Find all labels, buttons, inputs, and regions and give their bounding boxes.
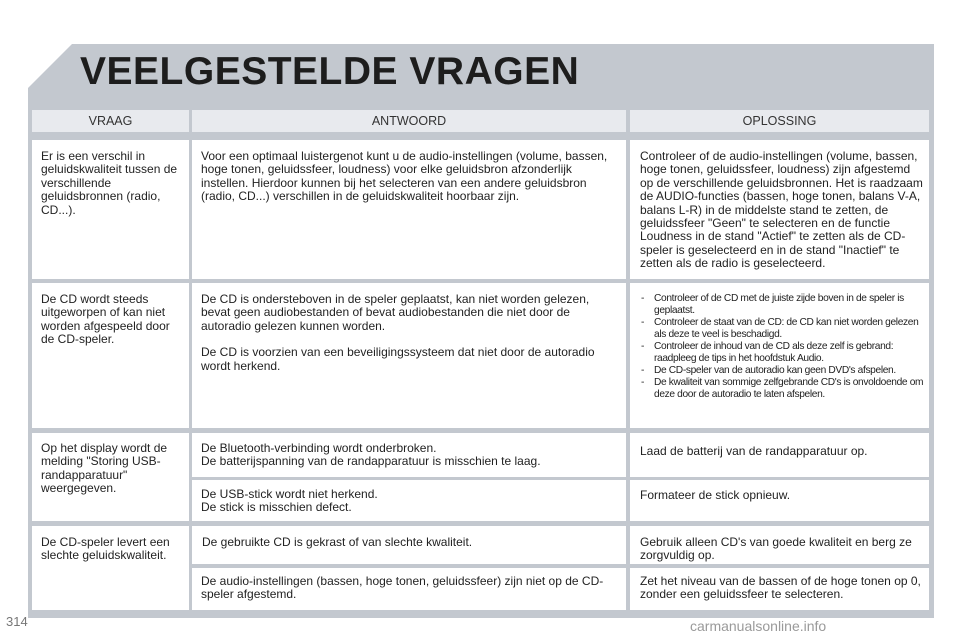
row4-answer-a-cell — [192, 526, 626, 564]
row1-solution-cell — [630, 140, 929, 279]
row2-answer — [201, 293, 615, 373]
header-answer: ANTWOORD — [192, 110, 626, 132]
row4-answer-b: De audio-instellingen (bassen, hoge tonen, geluidssfeer) zijn niet op de CD-speler afgestemd. — [201, 574, 604, 602]
row2-question: De CD wordt steeds uitgeworpen of kan niet worden afgespeeld door de CD-speler. — [41, 292, 170, 347]
row3-question-cell — [32, 433, 189, 521]
row2-solution-item: - De kwaliteit van sommige zelfgebrande CD's is onvoldoende om deze door de autoradio te laten afspelen. — [640, 377, 924, 401]
row2-solution-list — [640, 293, 924, 401]
row4-answer-a: De gebruikte CD is gekrast of van slechte kwaliteit. — [202, 535, 473, 549]
row3-answer-a-line-2: De batterijspanning van de randapparatuur is misschien te laag. — [201, 454, 541, 469]
row4-answer-b-cell — [192, 568, 626, 610]
row2-question-cell — [32, 283, 189, 428]
row2-answer-paragraph-2: De CD is voorzien van een beveiligingssysteem dat niet door de autoradio wordt herkend. — [201, 345, 595, 373]
row1-answer-cell — [192, 140, 626, 279]
row2-solution-item: - Controleer de inhoud van de CD als deze zelf is gebrand: raadpleeg de tips in het hoofdstuk Audio. — [640, 341, 924, 365]
header-question: VRAAG — [32, 110, 189, 132]
row1-question-cell — [32, 140, 189, 279]
row4-solution-a-cell — [630, 526, 929, 564]
row2-solution-item: - Controleer of de CD met de juiste zijde boven in de speler is geplaatst. — [640, 293, 924, 317]
row4-solution-b-cell — [630, 568, 929, 610]
row3-solution-a: Laad de batterij van de randapparatuur op. — [640, 444, 868, 458]
row2-solution-item: - Controleer de staat van de CD: de CD kan niet worden gelezen als deze te veel is beschadigd. — [640, 317, 924, 341]
row3-solution-b-cell — [630, 480, 929, 521]
row3-answer-a-cell — [192, 433, 626, 477]
row2-solution-item: - De CD-speler van de autoradio kan geen DVD's afspelen. — [640, 365, 924, 377]
row3-question: Op het display wordt de melding "Storing USB-randapparatuur" weergegeven. — [41, 441, 168, 496]
row2-solution-cell — [630, 283, 929, 428]
row4-solution-a: Gebruik alleen CD's van goede kwaliteit en berg ze zorgvuldig op. — [640, 535, 912, 563]
row1-answer: Voor een optimaal luistergenot kunt u de audio-instellingen (volume, bassen, hoge tonen, geluidssfeer, loudness) voor elke geluidsbron afzonderlijk instellen. Hierdoor kunnen bij het selecteren van een andere geluidsbron (radio, CD...) verschillen in de geluidskwaliteit hoorbaar zijn. — [201, 149, 608, 204]
row3-answer-a-line-1: De Bluetooth-verbinding wordt onderbroken. — [201, 441, 437, 455]
row3-solution-b: Formateer de stick opnieuw. — [640, 488, 791, 502]
row3-solution-a-cell — [630, 433, 929, 477]
row3-answer-b-line-1: De USB-stick wordt niet herkend. — [201, 487, 378, 501]
row3-answer-a — [201, 442, 615, 469]
row2-answer-paragraph-1: De CD is ondersteboven in de speler geplaatst, kan niet worden gelezen, bevat geen audiobestanden of bevat audiobestanden die niet door de autoradio gelezen kunnen worden. — [201, 292, 590, 333]
row1-question: Er is een verschil in geluidskwaliteit tussen de verschillende geluidsbronnen (radio, CD...). — [41, 149, 178, 217]
row2-answer-cell — [192, 283, 626, 428]
watermark: carmanualsonline.info — [690, 618, 827, 634]
header-solution: OPLOSSING — [630, 110, 929, 132]
row3-answer-b — [201, 488, 615, 515]
row3-answer-b-line-2: De stick is misschien defect. — [201, 500, 352, 515]
row4-question: De CD-speler levert een slechte geluidskwaliteit. — [41, 535, 170, 563]
page-number: 314 — [6, 614, 28, 629]
row3-answer-b-cell — [192, 480, 626, 521]
row4-solution-b: Zet het niveau van de bassen of de hoge tonen op 0, zonder een geluidssfeer te selecteren. — [640, 574, 921, 602]
row1-solution: Controleer of de audio-instellingen (volume, bassen, hoge tonen, geluidssfeer, loudness) zijn afgestemd op de verschillende geluidsbronnen. Het is raadzaam de AUDIO-functies (bassen, hoge tonen, balans V-A, balans L-R) in de middelste stand te zetten, de geluidssfeer "Geen" te selecteren en de functie Loudness in de stand "Actief" te zetten als de CD-speler is geselecteerd en in de stand "Inactief" te zetten als de radio is geselecteerd. — [640, 149, 923, 271]
row4-question-cell — [32, 526, 189, 610]
page-title: VEELGESTELDE VRAGEN — [80, 50, 580, 93]
